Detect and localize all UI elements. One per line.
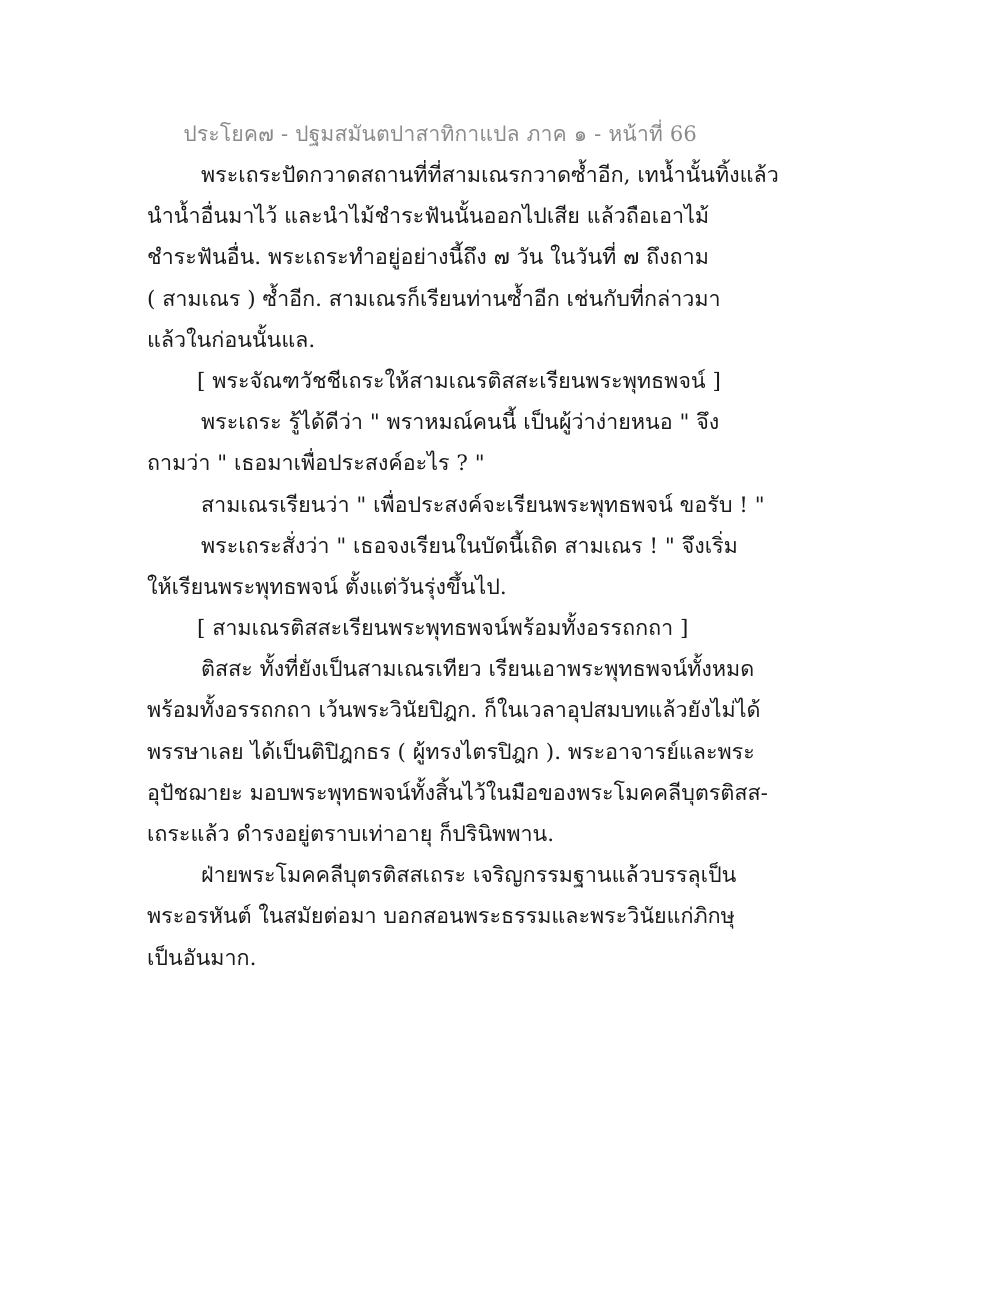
text-line: เถระแล้ว ดำรงอยู่ตราบเท่าอายุ ก็ปรินิพพาน. [147,822,555,847]
text-line: ถามว่า " เธอมาเพื่อประสงค์อะไร ? " [147,451,485,477]
text-line: ( สามเณร ) ซ้ำอีก. สามเณรก็เรียนท่านซ้ำอีก เช่นกับที่กล่าวมา [147,286,721,312]
text-line: นำน้ำอื่นมาไว้ และนำไม้ชำระฟันนั้นออกไปเสีย แล้วถือเอาไม้ [147,204,710,230]
text-line: ให้เรียนพระพุทธพจน์ ตั้งแต่วันรุ่งขึ้นไป. [147,574,507,600]
text-line: พระเถระปัดกวาดสถานที่ที่สามเณรกวาดซ้ำอีก, เทน้ำนั้นทิ้งแล้ว [201,163,779,188]
section-heading: [ สามเณรติสสะเรียนพระพุทธพจน์พร้อมทั้งอรรถกถา ] [197,616,689,642]
text-line: อุปัชฌายะ มอบพระพุทธพจน์ทั้งสิ้นไว้ในมือของพระโมคคลีบุตรติสส- [147,780,768,806]
text-line: พระเถระ รู้ได้ดีว่า " พราหมณ์คนนี้ เป็นผู้ว่าง่ายหนอ " จึง [201,410,720,436]
text-line: พระเถระสั่งว่า " เธอจงเรียนในบัดนี้เถิด สามเณร ! " จึงเริ่ม [201,533,738,559]
body-text [147,155,779,979]
text-line: สามเณรเรียนว่า " เพื่อประสงค์จะเรียนพระพุทธพจน์ ขอรับ ! " [201,492,765,518]
text-line: ชำระฟันอื่น. พระเถระทำอยู่อย่างนี้ถึง ๗ วัน ในวันที่ ๗ ถึงถาม [147,245,709,271]
text-line: ติสสะ ทั้งที่ยังเป็นสามเณรเทียว เรียนเอาพระพุทธพจน์ทั้งหมด [201,657,755,683]
section-heading: [ พระจัณฑวัชชีเถระให้สามเณรติสสะเรียนพระพุทธพจน์ ] [197,368,721,394]
text-line: พร้อมทั้งอรรถกถา เว้นพระวินัยปิฎก. ก็ในเวลาอุปสมบทแล้วยังไม่ได้ [147,698,761,724]
text-line: แล้วในก่อนนั้นแล. [147,327,316,353]
text-line: พระอรหันต์ ในสมัยต่อมา บอกสอนพระธรรมและพระวินัยแก่ภิกษุ [147,904,735,930]
text-line: ฝ่ายพระโมคคลีบุตรติสสเถระ เจริญกรรมฐานแล้วบรรลุเป็น [201,863,737,889]
text-line: พรรษาเลย ได้เป็นติปิฎกธร ( ผู้ทรงไตรปิฎก ). พระอาจารย์และพระ [147,739,755,765]
text-line: เป็นอันมาก. [147,945,257,971]
page-header: ประโยค๗ - ปฐมสมันตปาสาทิกาแปล ภาค ๑ - หน้าที่ 66 [183,122,697,146]
